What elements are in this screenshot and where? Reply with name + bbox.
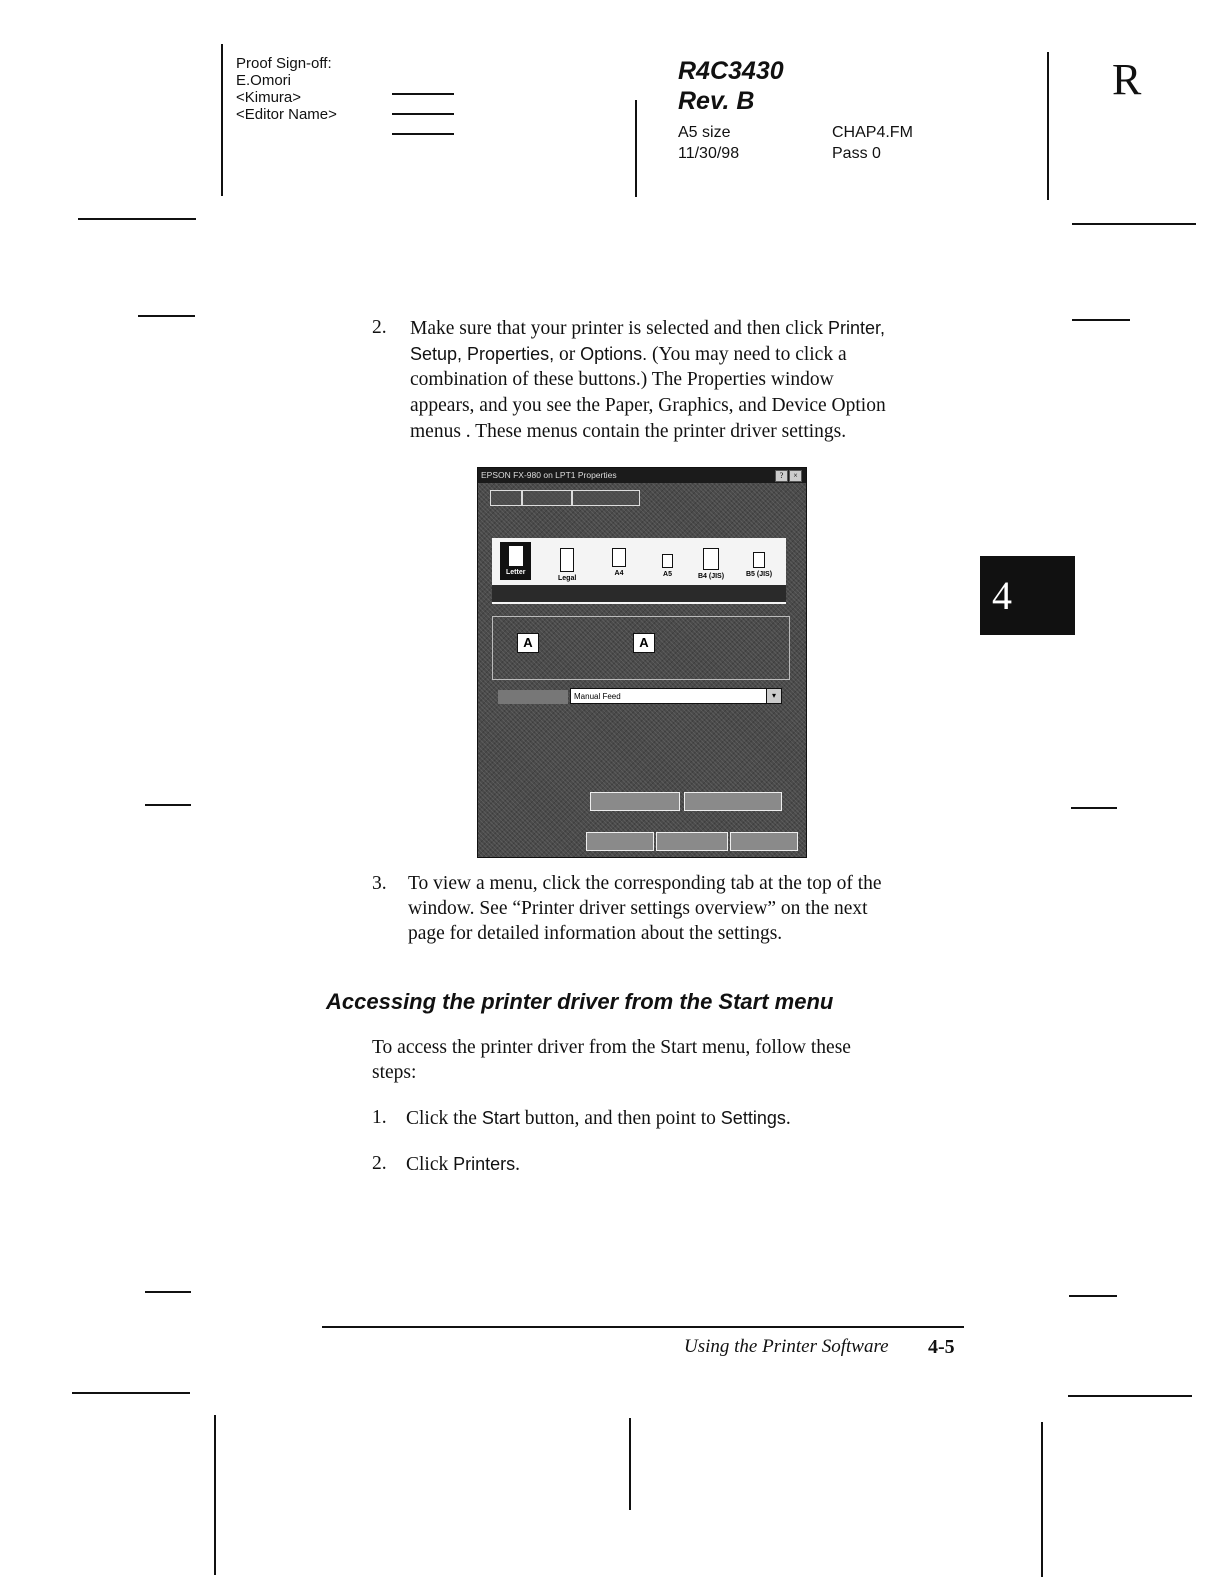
step-number: 3.	[372, 873, 387, 894]
step-number: 2.	[372, 317, 387, 338]
step-3	[372, 871, 972, 951]
step-text: (You may need to click a	[647, 344, 847, 365]
step-text: button, and then point to	[519, 1108, 721, 1129]
crop-mark	[145, 804, 191, 806]
proof-name: E.Omori	[236, 72, 292, 89]
paper-label: A5	[663, 571, 672, 578]
step-text: .	[515, 1154, 521, 1175]
intro-paragraph	[372, 1035, 972, 1090]
paper-b4	[698, 548, 724, 580]
start-step-2	[372, 1151, 972, 1179]
crop-mark	[1041, 1422, 1043, 1577]
help-icon: ?	[775, 470, 788, 482]
step-line	[406, 1105, 791, 1132]
paper-a5	[662, 554, 673, 578]
meta-size: A5 size	[678, 124, 731, 141]
crop-mark	[78, 218, 196, 220]
proof-signoff	[236, 55, 337, 123]
para-line: To access the printer driver from the Start menu, follow these	[372, 1037, 851, 1058]
paper-sheet-icon	[753, 552, 765, 568]
footer-title: Using the Printer Software	[684, 1336, 889, 1357]
proof-name: <Kimura>	[236, 89, 302, 106]
ui-term: Printer,	[828, 318, 886, 338]
paper-legal	[558, 548, 576, 582]
chapter-tab	[980, 556, 1075, 635]
about-button	[590, 792, 680, 811]
paper-sheet-icon	[560, 548, 574, 572]
step-line: To view a menu, click the corresponding tab at the top of the	[408, 873, 882, 894]
paper-letter	[500, 542, 531, 580]
ui-term: Options.	[580, 344, 648, 364]
crop-mark	[1072, 223, 1196, 225]
step-line: appears, and you see the Paper, Graphics, and Device Option	[410, 395, 886, 416]
paper-label: Legal	[558, 575, 577, 582]
paper-label: A4	[614, 570, 624, 577]
paper-sheet-icon	[703, 548, 719, 570]
crop-mark	[1047, 52, 1049, 200]
paper-sheet-icon	[662, 554, 673, 568]
portrait-icon: A	[517, 633, 539, 653]
page-number: 4-5	[928, 1336, 955, 1358]
paper-source-label	[498, 690, 568, 704]
meta-pass: Pass 0	[832, 145, 881, 162]
cancel-button	[656, 832, 728, 851]
paper-label: B5 (JIS)	[746, 571, 773, 578]
crop-mark	[214, 1415, 216, 1575]
signature-line	[392, 133, 454, 135]
paper-source-select	[570, 688, 782, 704]
step-line: page for detailed information about the settings.	[408, 923, 783, 944]
para-line: steps:	[372, 1062, 417, 1083]
chevron-down-icon: ▾	[766, 689, 781, 703]
step-number: 1.	[372, 1107, 387, 1128]
paper-sheet-icon	[509, 546, 523, 566]
step-line	[410, 341, 847, 368]
footer-rule	[322, 1326, 964, 1328]
crop-mark	[1068, 1395, 1192, 1397]
tab-paper	[490, 490, 522, 506]
document-code	[678, 56, 784, 116]
crop-mark	[221, 44, 223, 196]
ui-term: Printers	[453, 1154, 516, 1174]
step-line	[410, 315, 885, 342]
ui-term: Settings	[720, 1108, 786, 1128]
proof-label: Proof Sign-off:	[236, 55, 332, 72]
paper-a4	[612, 548, 626, 577]
ui-term: Setup, Properties,	[410, 344, 555, 364]
step-line	[406, 1151, 520, 1178]
signature-line	[392, 93, 454, 95]
proof-name: <Editor Name>	[236, 106, 337, 123]
restore-defaults-button	[684, 792, 782, 811]
step-2	[372, 315, 972, 455]
orientation-group	[492, 616, 790, 680]
ui-term: Start	[481, 1108, 520, 1128]
crop-mark	[1071, 807, 1117, 809]
crop-mark	[72, 1392, 190, 1394]
apply-button	[730, 832, 798, 851]
step-line: menus . These menus contain the printer driver settings.	[410, 421, 847, 442]
step-number: 2.	[372, 1153, 387, 1174]
crop-mark	[145, 1291, 191, 1293]
crop-mark	[1072, 319, 1130, 321]
doc-code: R4C3430	[678, 57, 784, 85]
properties-dialog-screenshot	[477, 467, 807, 858]
step-text: or	[554, 344, 581, 365]
step-text: Click the	[406, 1108, 482, 1129]
crop-mark	[138, 315, 195, 317]
signature-line	[392, 113, 454, 115]
step-text: Make sure that your printer is selected and then click	[410, 318, 829, 339]
tab-graphics	[522, 490, 572, 506]
tab-device-options	[572, 490, 640, 506]
paper-source-value: Manual Feed	[574, 692, 621, 701]
paper-sheet-icon	[612, 548, 626, 567]
step-line: combination of these buttons.) The Properties window	[410, 369, 834, 390]
step-text: Click	[406, 1154, 454, 1175]
meta-date: 11/30/98	[678, 145, 740, 162]
step-text: .	[785, 1108, 791, 1129]
crop-mark	[629, 1418, 631, 1510]
chapter-number: 4	[992, 573, 1012, 618]
paper-b5	[746, 552, 772, 578]
crop-mark	[1069, 1295, 1117, 1297]
dialog-title: EPSON FX-980 on LPT1 Properties	[478, 468, 806, 483]
landscape-icon: A	[633, 633, 655, 653]
close-icon: ×	[789, 470, 802, 482]
paper-tray-row	[492, 585, 786, 602]
meta-file: CHAP4.FM	[832, 124, 913, 141]
step-line: window. See “Printer driver settings overview” on the next	[408, 898, 868, 919]
paper-label: Letter	[506, 569, 526, 576]
crop-mark	[635, 100, 637, 197]
paper-label: B4 (JIS)	[698, 573, 725, 580]
corner-letter: R	[1112, 55, 1142, 104]
section-heading: Accessing the printer driver from the Start menu	[326, 989, 834, 1014]
start-step-1	[372, 1105, 972, 1133]
revision: Rev. B	[678, 87, 755, 115]
ok-button	[586, 832, 654, 851]
